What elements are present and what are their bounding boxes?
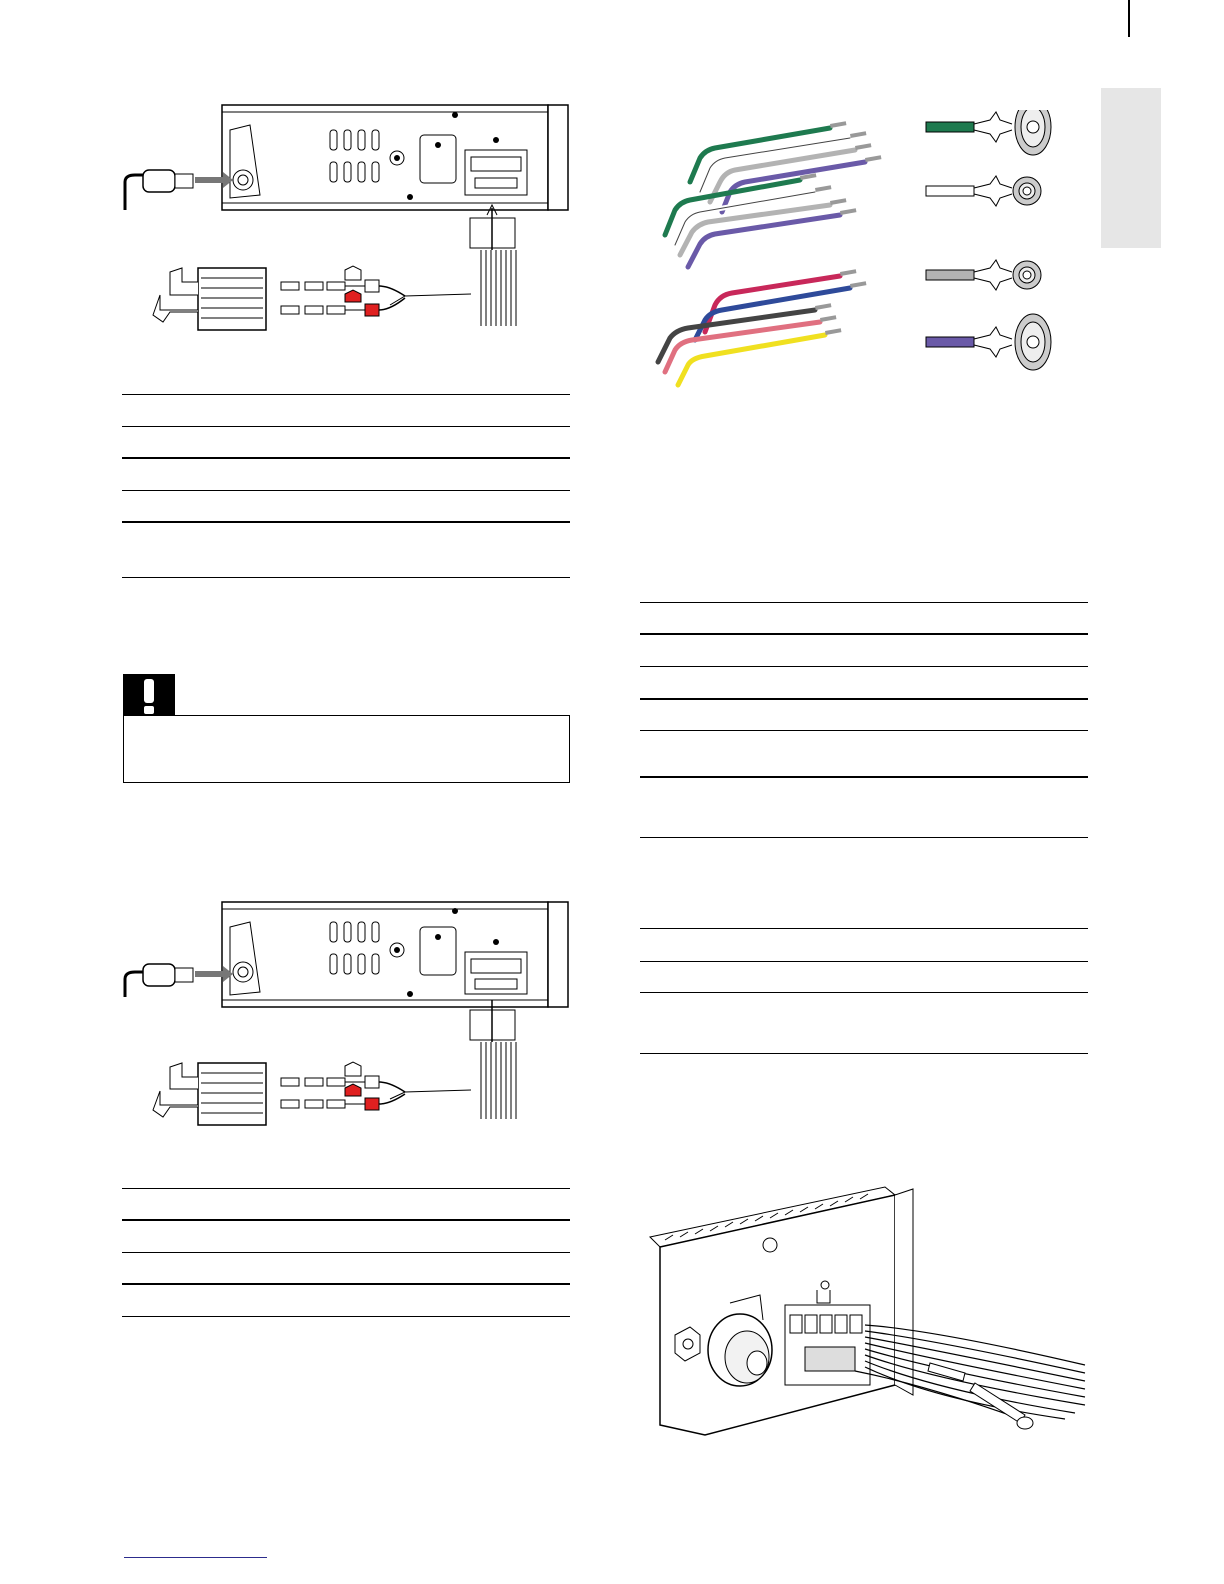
table-rule — [122, 1219, 570, 1221]
table-rule — [122, 426, 570, 427]
exclamation-icon — [123, 674, 175, 716]
table-rule — [640, 602, 1088, 603]
table-rule — [122, 1283, 570, 1285]
table-rule — [640, 698, 1088, 700]
table-rule — [640, 666, 1088, 667]
table-rule — [640, 730, 1088, 731]
table-rule — [122, 394, 570, 395]
footer-link-underline[interactable] — [124, 1557, 267, 1558]
table-rule — [122, 457, 570, 459]
table-rule — [640, 961, 1088, 962]
amplifier-connection-diagram-1 — [115, 100, 575, 340]
connector-insertion-diagram — [645, 1185, 1095, 1445]
table-rule — [640, 992, 1088, 993]
top-margin-bar — [1128, 0, 1130, 37]
amplifier-connection-diagram-2 — [115, 897, 575, 1127]
table-rule — [640, 1053, 1088, 1054]
table-rule — [122, 1316, 570, 1317]
table-rule — [122, 490, 570, 491]
table-rule — [122, 1188, 570, 1189]
caution-icon-block — [123, 674, 175, 716]
table-rule — [640, 776, 1088, 778]
caution-box — [123, 715, 570, 783]
speaker-wiring-diagram — [650, 110, 1070, 395]
table-rule — [640, 928, 1088, 929]
table-rule — [122, 1252, 570, 1253]
table-rule — [122, 577, 570, 578]
language-tab[interactable] — [1101, 88, 1161, 248]
table-rule — [122, 521, 570, 523]
table-rule — [640, 837, 1088, 838]
table-rule — [640, 633, 1088, 635]
